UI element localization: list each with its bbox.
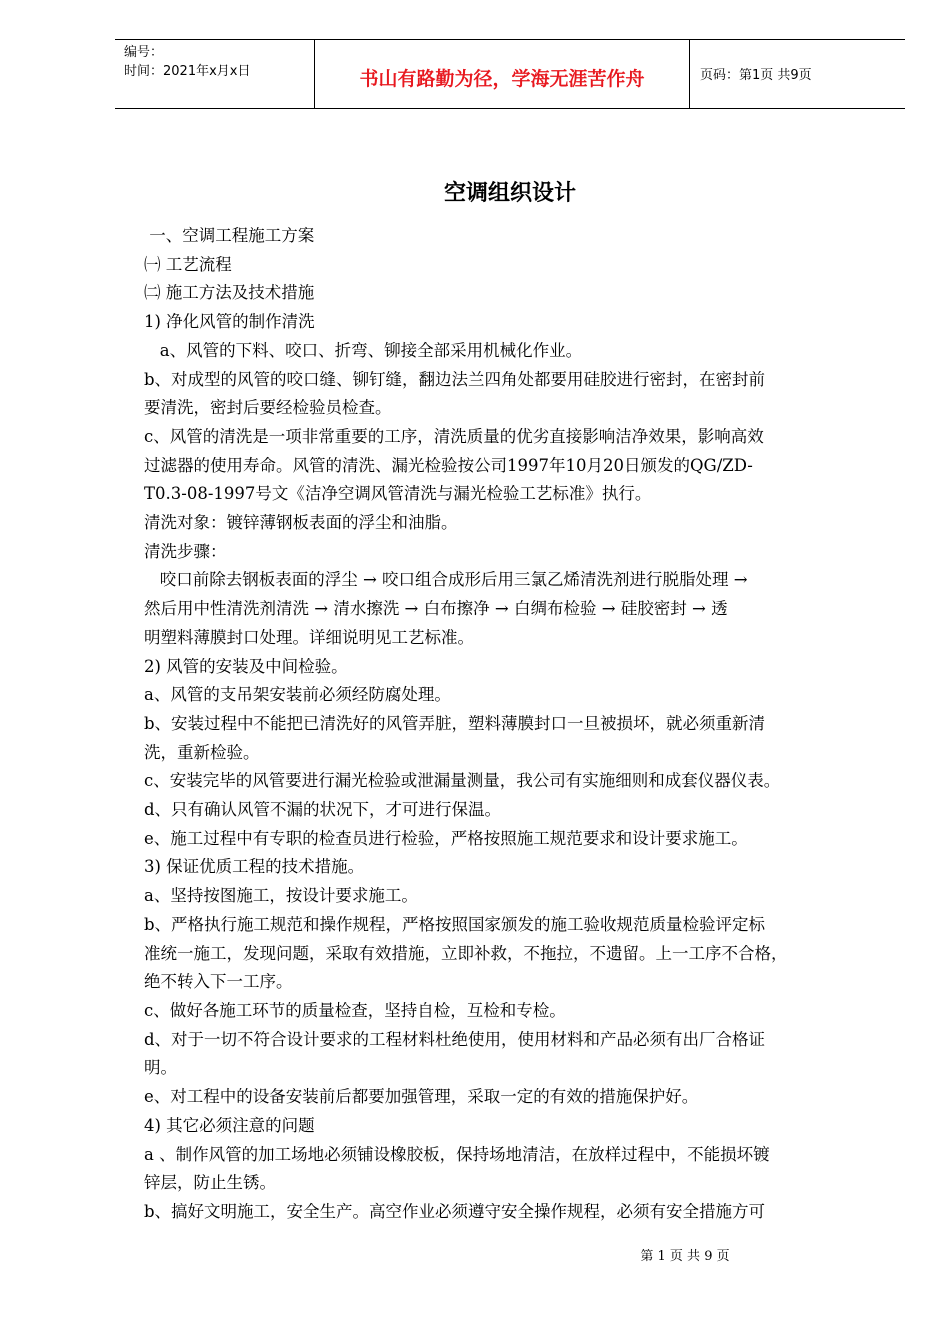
text-line: a、风管的支吊架安装前必须经防腐处理。 xyxy=(144,685,451,705)
text-line: c、风管的清洗是一项非常重要的工序，清洗质量的优劣直接影响洁净效果，影响高效 xyxy=(144,426,764,446)
document-time: 时间：2021年x月x日 xyxy=(124,64,251,79)
text-line: 1) 净化风管的制作清洗 xyxy=(144,312,315,332)
document-body xyxy=(144,222,884,1227)
text-line: 准统一施工，发现问题，采取有效措施，立即补救，不拖拉，不遗留。上一工序不合格， xyxy=(144,943,788,963)
text-line: b、安装过程中不能把已清洗好的风管弄脏，塑料薄膜封口一旦被损坏，就必须重新清 xyxy=(144,713,766,733)
page-footer: 第 1 页 共 9 页 xyxy=(640,1249,730,1264)
text-line: d、对于一切不符合设计要求的工程材料杜绝使用，使用材料和产品必须有出厂合格证 xyxy=(144,1029,766,1049)
header-page-number: 页码：第1页 共9页 xyxy=(700,68,812,83)
text-line: 锌层，防止生锈。 xyxy=(144,1173,276,1193)
document-title: 空调组织设计 xyxy=(443,181,576,206)
text-line: 洗，重新检验。 xyxy=(144,742,260,762)
text-line: ㈠ 工艺流程 xyxy=(144,254,232,274)
text-line: 绝不转入下一工序。 xyxy=(144,972,293,992)
text-line: 3) 保证优质工程的技术措施。 xyxy=(144,857,365,877)
text-line: a、风管的下料、咬口、折弯、铆接全部采用机械化作业。 xyxy=(144,340,583,360)
text-line: 咬口前除去钢板表面的浮尘 → 咬口组合成形后用三氯乙烯清洗剂进行脱脂处理 → xyxy=(144,570,748,590)
text-line: a 、制作风管的加工场地必须铺设橡胶板，保持场地清洁，在放样过程中，不能损坏镀 xyxy=(144,1144,770,1164)
text-line: 清洗步骤： xyxy=(144,541,227,561)
document-number: 编号： xyxy=(124,45,164,60)
text-line: 然后用中性清洗剂清洗 → 清水擦洗 → 白布擦净 → 白绸布检验 → 硅胶密封 → 透 xyxy=(144,599,728,619)
text-line: b、搞好文明施工，安全生产。高空作业必须遵守安全操作规程，必须有安全措施方可 xyxy=(144,1201,766,1221)
header-meta xyxy=(115,40,315,108)
text-line: 2) 风管的安装及中间检验。 xyxy=(144,656,348,676)
header-motto: 书山有路勤为径，学海无涯苦作舟 xyxy=(315,40,690,108)
text-line: b、严格执行施工规范和操作规程，严格按照国家颁发的施工验收规范质量检验评定标 xyxy=(144,914,766,934)
text-line: d、只有确认风管不漏的状况下，才可进行保温。 xyxy=(144,800,502,820)
text-line: c、做好各施工环节的质量检查，坚持自检，互检和专检。 xyxy=(144,1000,566,1020)
text-line: 过滤器的使用寿命。风管的清洗、漏光检验按公司1997年10月20日颁发的QG/ZD- xyxy=(144,455,753,475)
text-line: 明塑料薄膜封口处理。详细说明见工艺标准。 xyxy=(144,627,474,647)
text-line: 清洗对象：镀锌薄钢板表面的浮尘和油脂。 xyxy=(144,513,458,533)
text-line: ㈡ 施工方法及技术措施 xyxy=(144,283,315,303)
text-line: 一、空调工程施工方案 xyxy=(144,226,315,245)
text-line: c、安装完毕的风管要进行漏光检验或泄漏量测量，我公司有实施细则和成套仪器仪表。 xyxy=(144,771,781,791)
text-line: T0.3-08-1997号文《洁净空调风管清洗与漏光检验工艺标准》执行。 xyxy=(144,484,652,504)
text-line: 4) 其它必须注意的问题 xyxy=(144,1115,315,1135)
page-header xyxy=(115,39,905,109)
text-line: e、对工程中的设备安装前后都要加强管理，采取一定的有效的措施保护好。 xyxy=(144,1087,699,1107)
text-line: 明。 xyxy=(144,1058,177,1078)
text-line: 要清洗，密封后要经检验员检查。 xyxy=(144,398,392,418)
text-line: b、对成型的风管的咬口缝、铆钉缝，翻边法兰四角处都要用硅胶进行密封，在密封前 xyxy=(144,369,766,389)
text-line: e、施工过程中有专职的检查员进行检验，严格按照施工规范要求和设计要求施工。 xyxy=(144,828,748,848)
text-line: a、坚持按图施工，按设计要求施工。 xyxy=(144,886,418,906)
